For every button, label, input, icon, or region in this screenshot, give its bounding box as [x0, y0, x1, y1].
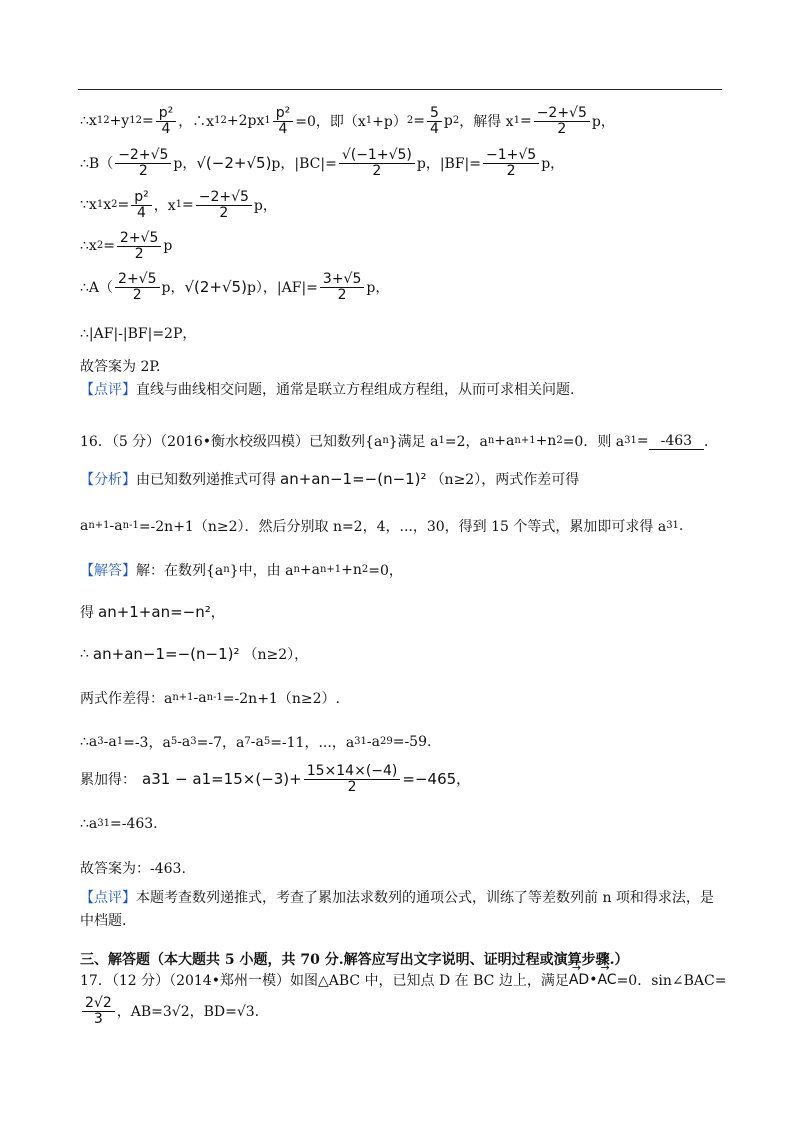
text: 两式作差得：a: [80, 691, 173, 707]
text: p，: [253, 198, 277, 215]
text: ∴a: [80, 816, 98, 832]
text: =: [636, 433, 649, 449]
text: p，|BF|=: [416, 156, 481, 173]
text: ，解得 x: [459, 114, 514, 131]
fraction: $\frac{-2+√5}{2}$: [534, 106, 590, 136]
solution-line-5: [80, 272, 389, 302]
fraction: $\frac{2+√5}{2}$: [115, 272, 159, 302]
formula: an+an−1=−(n−1)²: [280, 470, 427, 488]
section-heading: 三、解答题（本大题共 5 小题，共 70 分.解答应写出文字说明、证明过程或演算步骤.）: [80, 952, 629, 968]
text: p，: [173, 156, 197, 173]
fraction: $\frac{-2+√5}{2}$: [196, 190, 252, 220]
fraction: $\frac{15\times 14\times(-4)}{2}$: [304, 764, 401, 794]
text: ∴x: [80, 113, 97, 130]
text: a: [80, 518, 89, 534]
analysis-line-2: a n+1 -a n-1 =-2n+1（n≥2）．然后分别取 n=2，4，...，30，得到 15 个等式，累加即可求得 a 31 .: [80, 518, 684, 535]
fraction: $\frac{3+√5}{2}$: [320, 272, 364, 302]
answer-line-16: 故答案为：-463.: [80, 861, 186, 877]
formula: =−465: [402, 770, 457, 789]
text: =-59.: [392, 734, 432, 750]
text: 得: [80, 605, 94, 621]
fraction: $\frac{2√2}{3}$: [82, 996, 115, 1026]
header-rule: [78, 89, 722, 90]
text: 16．（5 分）（2016•衡水校级四模）已知数列{a: [80, 434, 383, 450]
text: =: [181, 197, 194, 214]
text: p，: [366, 280, 390, 297]
text: 解：在数列{a: [136, 563, 224, 579]
fraction: $\frac{\text{p²}}{4}$: [131, 190, 152, 220]
text: =0．sin∠BAC=: [616, 973, 727, 989]
text: p，: [541, 156, 565, 173]
vector-ad: → AD: [569, 972, 589, 988]
root-expression: √(2+√5): [184, 278, 247, 297]
formula: a31 − a1=15×(−3)+: [142, 770, 302, 789]
comment-line-16a: [80, 887, 714, 907]
text: =: [117, 197, 130, 214]
text: p），|AF|=: [246, 280, 318, 297]
text: -a: [109, 518, 123, 534]
text: 17．（12 分）（2014•郑州一模）如图△ABC 中，已知点 D 在 BC 边上，满足: [80, 973, 569, 989]
text: ∴B（: [80, 156, 114, 173]
solution-step-5: [80, 764, 470, 794]
text: p，: [591, 114, 615, 131]
formula: an+an−1=−(n−1)²: [92, 645, 240, 663]
text: ∵x: [80, 197, 97, 214]
solution-step-1: [80, 602, 225, 622]
fraction: $\frac{-1+√5}{2}$: [483, 148, 539, 178]
text: ，: [456, 772, 471, 789]
text: =-2n+1（n≥2）.: [222, 691, 340, 707]
text: ，AB=3√2，BD=√3.: [116, 1004, 260, 1021]
solution-line-2: [80, 148, 564, 178]
comment-line: [80, 379, 574, 399]
text: =-2n+1（n≥2）．然后分别取 n=2，4，...，30，得到 15 个等式，累加即可求得 a: [138, 519, 667, 535]
formula: an+1+an=−n²: [98, 603, 211, 621]
question-16: 16．（5 分）（2016•衡水校级四模）已知数列{a n }满足 a 1 =2，a n +a n+1 +n 2 =0．则 a 31 = -463 ．: [80, 432, 719, 450]
text: -a: [103, 734, 117, 750]
text: +n: [341, 562, 362, 578]
text: +a: [494, 433, 515, 449]
solution-step-3: 两式作差得：a n+1 -a n-1 =-2n+1（n≥2）.: [80, 690, 340, 707]
question-17: [80, 970, 726, 990]
solution-line-6: ∴|AF|-|BF|=2P，: [80, 326, 197, 342]
text: =0，: [368, 563, 403, 579]
question-17-cont: [80, 996, 259, 1026]
root-expression: √(−2+√5): [196, 154, 272, 173]
comment-tag: 【点评】: [80, 382, 136, 398]
text: =-463.: [110, 816, 158, 832]
solution-line-4: ∴x 2 = $\frac{2+√5}{2}$ p: [80, 230, 173, 262]
fraction: $\frac{2+√5}{2}$: [117, 231, 161, 261]
text: +p）: [372, 114, 407, 131]
text: 由已知数列递推式可得: [136, 472, 276, 488]
text: ．: [704, 434, 719, 450]
fraction: $\frac{\text{p²}}{4}$: [273, 106, 294, 136]
vector-ac: → AC: [597, 972, 616, 988]
text: 直线与曲线相交问题，通常是联立方程组成方程组，从而可求相关问题.: [136, 382, 575, 398]
comment-line-16b: 中档题.: [80, 913, 127, 929]
text: ∴: [80, 646, 89, 662]
text: =0．则 a: [562, 434, 625, 450]
solution-intro: 【解答】 解：在数列{a n }中，由 a n +a n+1 +n 2 =0，: [80, 562, 403, 579]
text: -a: [193, 690, 207, 706]
text: =0，即（x: [295, 114, 366, 131]
text: }中，由 a: [229, 563, 294, 579]
text: =-11，...，a: [270, 735, 355, 751]
text: 累加得：: [80, 772, 136, 789]
text: =-3，a: [123, 735, 171, 751]
analysis-tag: 【分析】: [80, 472, 136, 488]
text: +a: [299, 562, 320, 578]
answer-line: 故答案为 2P.: [80, 359, 161, 375]
text: p，|BC|=: [271, 156, 337, 173]
solution-step-4: ∴a 3 -a 1 =-3，a 5 -a 3 =-7，a 7 -a 5 =-11，...，a 31 -a 29 =-59.: [80, 734, 432, 751]
text: 本题考查数列递推式，考查了累加法求数列的通项公式，训练了等差数列前 n 项和得求法，是: [136, 890, 714, 906]
text: =-7，a: [196, 735, 245, 751]
text: （n≥2），两式作差可得: [430, 472, 580, 488]
text: }满足 a: [388, 434, 439, 450]
answer-blank: -463: [649, 433, 704, 450]
text: （n≥2），: [243, 647, 309, 663]
text: =2，a: [444, 434, 488, 450]
text: x: [103, 197, 112, 214]
fraction: $\frac{-2+√5}{2}$: [115, 148, 171, 178]
text: ，: [210, 605, 225, 621]
fraction: $\frac{\text{p²}}{4}$: [156, 106, 177, 136]
solution-line-1: ∴x 1 2 +y 1 2 = $\frac{\text{p²}}{4}$ ，∴x 1 2 +2px 1 $\frac{\text{p²}}{4}$ =0，即（x 1 +p） 2 = $\frac{5}{4}$ p 2 ，解得 x 1 = $\frac{-2+√5}{2}$ p，: [80, 105, 615, 137]
text: ∴A（: [80, 280, 114, 297]
text: ，∴x: [178, 114, 215, 131]
text: ，x: [153, 198, 176, 215]
text: p: [163, 238, 173, 255]
fraction: $\frac{5}{4}$: [427, 106, 442, 136]
text: =: [103, 238, 115, 255]
comment-tag: 【点评】: [80, 890, 136, 906]
text: +n: [535, 433, 557, 449]
fraction: $\frac{√(-1+√5)}{2}$: [339, 148, 415, 178]
analysis-line-1: [80, 469, 579, 489]
text: .: [678, 518, 684, 534]
text: ∴a: [80, 734, 98, 750]
text: -a: [177, 734, 191, 750]
text: +2px: [226, 113, 265, 130]
text: +y: [109, 113, 130, 130]
text: =: [141, 113, 154, 130]
solution-step-6: ∴a 31 =-463.: [80, 816, 158, 832]
text: ∴x: [80, 238, 97, 255]
text: p，: [161, 280, 185, 297]
solution-line-3: ∵x 1 x 2 = $\frac{\text{p²}}{4}$ ，x 1 = $\frac{-2+√5}{2}$ p，: [80, 189, 277, 221]
solution-step-2: [80, 644, 308, 664]
solution-tag: 【解答】: [80, 563, 136, 579]
dot-operator: •: [589, 972, 598, 988]
text: -a: [366, 734, 380, 750]
text: p: [443, 113, 453, 130]
text: -a: [250, 734, 264, 750]
